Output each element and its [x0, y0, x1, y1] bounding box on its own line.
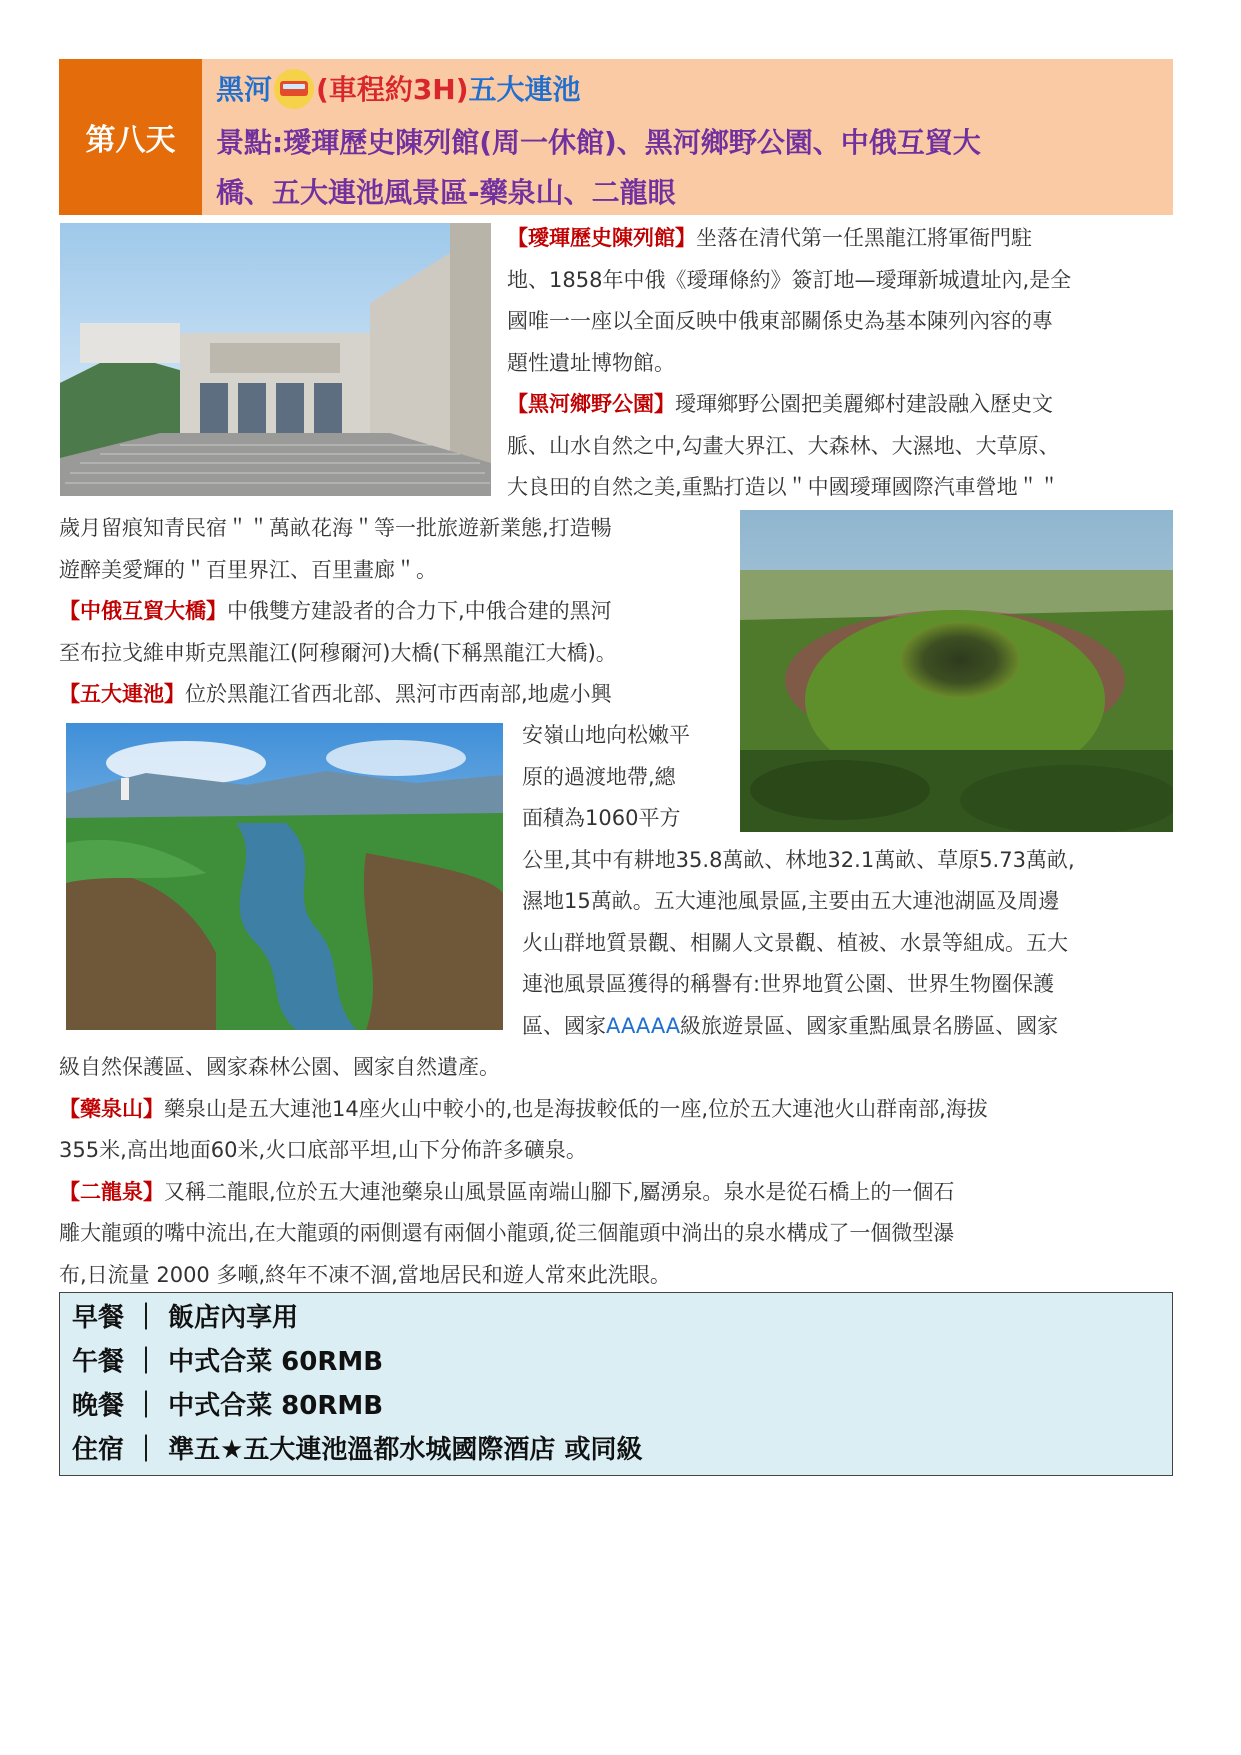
aaaaa-rating: AAAAA	[606, 1013, 681, 1038]
aihui-museum-photo	[60, 223, 491, 496]
route-from: 黑河	[216, 73, 273, 106]
lower-sections: 級自然保護區、國家森林公園、國家自然遺產。 【藥泉山】藥泉山是五大連池14座火山中較小的,也是海拔較低的一座,位於五大連池火山群南部,海拔 355米,高出地面60米,火口底部平坦,山下分佈許多礦泉。 【二龍泉】又稱二龍眼,位於五大連池藥泉山風景區南端山腳下,屬湧泉。泉水是從石橋上的一個石 雕大龍頭的嘴中流出,在大龍頭的兩側還有兩個小龍頭,從三個龍頭中淌出的泉水構成了一個微型瀑 布,日流量 2000 多噸,終年不凍不涸,當地居民和遊人常來此洗眼。	[59, 1055, 988, 1287]
yaoquan-tag: 【藥泉山】	[59, 1096, 164, 1121]
meal-lunch: 午餐 ｜ 中式合菜 60RMB	[72, 1347, 384, 1377]
wudalianchi-narrow: 安嶺山地向松嫩平 原的過渡地帶,總 面積為1060平方 公里,其中有耕地35.8萬畝、林地32.1萬畝、草原5.73萬畝, 濕地15萬畝。五大連池風景區,主要由五大連池湖區及周邊 火山群地質景觀、相關人文景觀、植被、水景等組成。五大 連池風景區獲得的稱譽有:世界地質公園、世界生物圈保護 區、國家AAAAA級旅遊景區、國家重點風景名勝區、國家	[522, 723, 1075, 1038]
day-label: 第八天	[59, 59, 202, 215]
meal-breakfast: 早餐 ｜ 飯店內享用	[72, 1303, 299, 1333]
aihui-tag: 【璦琿歷史陳列館】	[507, 226, 696, 250]
bus-icon	[274, 69, 314, 109]
route-line	[216, 70, 581, 111]
route-drive: (車程約3H)	[316, 73, 469, 106]
meals-box	[59, 1292, 1173, 1476]
meal-dinner: 晚餐 ｜ 中式合菜 80RMB	[72, 1391, 384, 1421]
lake-valley-photo	[66, 723, 503, 1030]
accommodation: 住宿 ｜ 準五★五大連池溫都水城國際酒店 或同級	[72, 1435, 643, 1465]
spots-list	[216, 118, 1116, 218]
aihui-section: 【璦琿歷史陳列館】坐落在清代第一任黑龍江將軍衙門駐 地、1858年中俄《璦琿條約》簽訂地—璦琿新城遺址內,是全 國唯一一座以全面反映中俄東部關係史為基本陳列內容的專 題性遺址博物館。 【黑河鄉野公園】璦琿鄉野公園把美麗鄉村建設融入歷史文 脈、山水自然之中,勾畫大界江、大森林、大濕地、大草原、 大良田的自然之美,重點打造以＂中國璦琿國際汽車營地＂＂	[507, 226, 1072, 499]
erlong-tag: 【二龍泉】	[59, 1179, 164, 1204]
spots-line-1: 景點:璦琿歷史陳列館(周一休館)、黑河鄉野公園、中俄互貿大	[216, 126, 981, 159]
route-to: 五大連池	[468, 73, 581, 106]
bridge-tag: 【中俄互貿大橋】	[59, 599, 227, 623]
spots-line-2: 橋、五大連池風景區-藥泉山、二龍眼	[216, 176, 676, 209]
wudalianchi-tag: 【五大連池】	[59, 682, 185, 706]
park-bridge-section: 歲月留痕知青民宿＂＂萬畝花海＂等一批旅遊新業態,打造暢 遊醉美愛輝的＂百里界江、百里畫廊＂。 【中俄互貿大橋】中俄雙方建設者的合力下,中俄合建的黑河 至布拉戈維申斯克黑龍江(阿穆爾河)大橋(下稱黑龍江大橋)。 【五大連池】位於黑龍江省西北部、黑河市西南部,地處小興	[59, 516, 617, 706]
park-tag: 【黑河鄉野公園】	[507, 392, 675, 416]
